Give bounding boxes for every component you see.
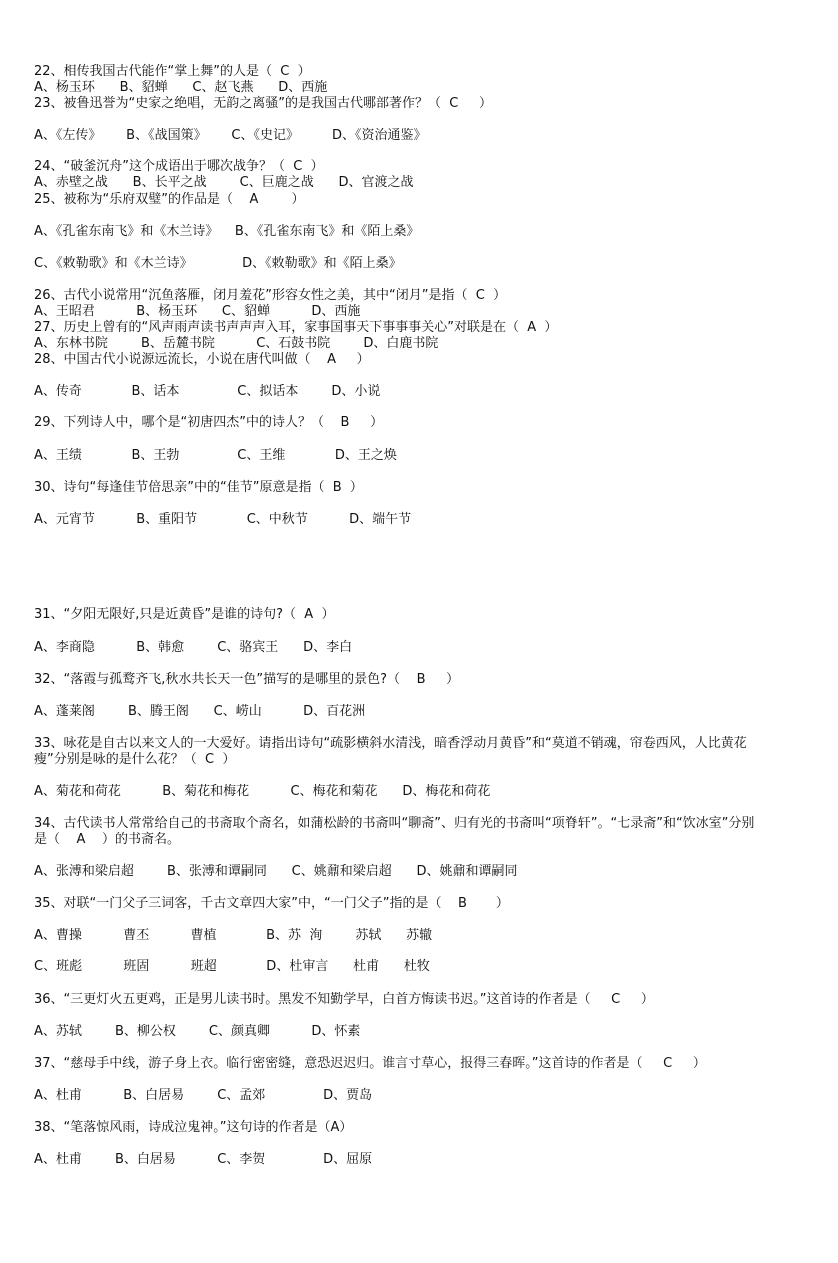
text-line: A、赤壁之战 B、长平之战 C、巨鹿之战 D、官渡之战 xyxy=(34,175,414,190)
text-line: A、传奇 B、话本 C、拟话本 D、小说 xyxy=(34,384,381,399)
text-line: C、班彪 班固 班超 D、杜审言 杜甫 杜牧 xyxy=(34,959,430,974)
text-line: A、曹操 曹丕 曹植 B、苏 洵 苏轼 苏辙 xyxy=(34,928,433,943)
text-line: 34、古代读书人常常给自己的书斋取个斋名，如蒲松龄的书斋叫“聊斋”、归有光的书斋叫“项脊轩”。“七录斋”和“饮冰室”分别 xyxy=(34,816,755,831)
text-line: 瘦”分别是咏的是什么花？（ C ） xyxy=(34,752,236,767)
text-line: A、王昭君 B、杨玉环 C、貂蝉 D、西施 xyxy=(34,304,361,319)
text-line: C、《敕勒歌》和《木兰诗》 D、《敕勒歌》和《陌上桑》 xyxy=(34,256,402,271)
text-line: 25、被称为“乐府双璧”的作品是（ A ） xyxy=(34,192,305,207)
text-line: A、张溥和梁启超 B、张溥和谭嗣同 C、姚鼐和梁启超 D、姚鼐和谭嗣同 xyxy=(34,864,518,879)
text-line: 28、中国古代小说源远流长，小说在唐代叫做（ A ） xyxy=(34,352,370,367)
text-line: 33、咏花是自古以来文人的一大爱好。请指出诗句“疏影横斜水清浅，暗香浮动月黄昏”和“莫道不销魂，帘卷西风，人比黄花 xyxy=(34,736,747,751)
text-line: 29、下列诗人中，哪个是“初唐四杰”中的诗人？（ B ） xyxy=(34,415,384,430)
text-line: 37、“慈母手中线，游子身上衣。临行密密缝，意恐迟迟归。谁言寸草心，报得三春晖。”这首诗的作者是（ C ） xyxy=(34,1056,706,1071)
text-line: 是（ A ）的书斋名。 xyxy=(34,832,180,847)
text-line: 27、历史上曾有的“风声雨声读书声声声入耳，家事国事天下事事事关心”对联是在（ A ） xyxy=(34,320,558,335)
text-line: 36、“三更灯火五更鸡，正是男儿读书时。黑发不知勤学早，白首方悔读书迟。”这首诗的作者是（ C ） xyxy=(34,992,654,1007)
text-line: A、王绩 B、王勃 C、王维 D、王之焕 xyxy=(34,448,397,463)
text-line: A、苏轼 B、柳公权 C、颜真卿 D、怀素 xyxy=(34,1024,361,1039)
text-line: A、杨玉环 B、貂蝉 C、赵飞燕 D、西施 xyxy=(34,80,328,95)
text-line: A、元宵节 B、重阳节 C、中秋节 D、端午节 xyxy=(34,512,412,527)
text-line: 22、相传我国古代能作“掌上舞”的人是（ C ） xyxy=(34,64,311,79)
text-line: A、杜甫 B、白居易 C、孟郊 D、贾岛 xyxy=(34,1088,373,1103)
text-line: 26、古代小说常用“沉鱼落雁，闭月羞花”形容女性之美，其中“闭月”是指（ C ） xyxy=(34,288,507,303)
text-line: A、东林书院 B、岳麓书院 C、石鼓书院 D、白鹿书院 xyxy=(34,336,439,351)
text-line: 38、“笔落惊风雨，诗成泣鬼神。”这句诗的作者是（A） xyxy=(34,1120,353,1135)
text-line: 32、“落霞与孤鹜齐飞,秋水共长天一色”描写的是哪里的景色?（ B ） xyxy=(34,672,460,687)
text-line: 31、“夕阳无限好,只是近黄昏”是谁的诗句?（ A ） xyxy=(34,607,335,622)
text-line: A、杜甫 B、白居易 C、李贺 D、屈原 xyxy=(34,1152,373,1167)
text-line: A、蓬莱阁 B、腾王阁 C、崂山 D、百花洲 xyxy=(34,704,366,719)
text-line: 24、“破釜沉舟”这个成语出于哪次战争？（ C ） xyxy=(34,159,324,174)
text-line: 30、诗句“每逢佳节倍思亲”中的“佳节”原意是指（ B ） xyxy=(34,480,363,495)
text-line: A、《左传》 B、《战国策》 C、《史记》 D、《资治通鉴》 xyxy=(34,128,427,143)
text-line: A、菊花和荷花 B、菊花和梅花 C、梅花和菊花 D、梅花和荷花 xyxy=(34,784,491,799)
text-line: A、李商隐 B、韩愈 C、骆宾王 D、李白 xyxy=(34,640,353,655)
text-line: 35、对联“一门父子三词客，千古文章四大家”中，“一门父子”指的是（ B ） xyxy=(34,896,509,911)
text-line: A、《孔雀东南飞》和《木兰诗》 B、《孔雀东南飞》和《陌上桑》 xyxy=(34,224,420,239)
text-line: 23、被鲁迅誉为“史家之绝唱，无韵之离骚”的是我国古代哪部著作？（ C ） xyxy=(34,96,493,111)
